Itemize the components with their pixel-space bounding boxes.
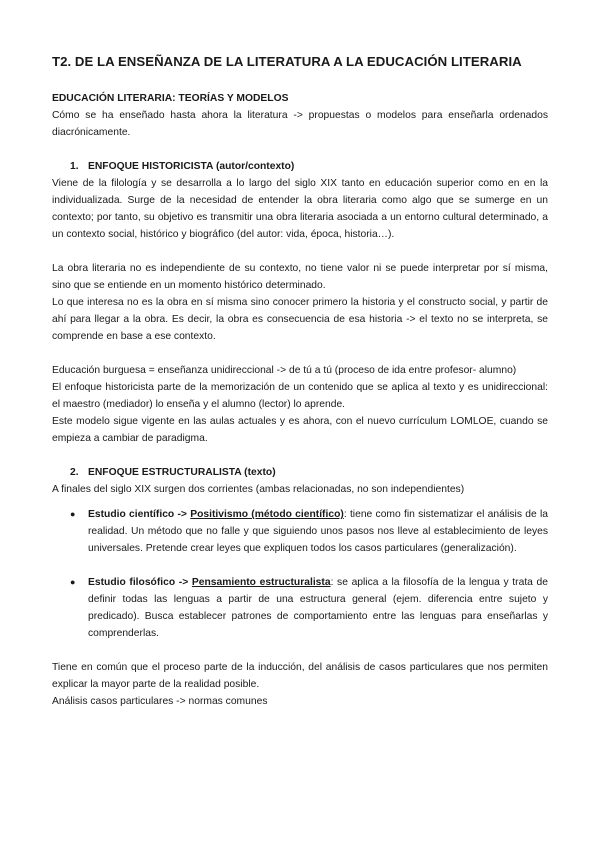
heading-text: ENFOQUE HISTORICISTA (autor/contexto) <box>88 161 295 172</box>
estructuralista-paragraph-2: Tiene en común que el proceso parte de la inducción, del análisis de casos particulares que nos permiten explicar la mayor parte de la realidad posible. <box>52 662 548 690</box>
historicista-paragraph-2: La obra literaria no es independiente de su contexto, no tiene valor ni se puede interpretar por sí misma, sino que se entiende en un momento histórico determinado. <box>52 263 548 291</box>
document-content <box>52 52 548 710</box>
bullet-icon: ● <box>70 577 76 587</box>
intro-paragraph: Cómo se ha enseñado hasta ahora la literatura -> propuestas o modelos para enseñarla ordenados diacrónicamente. <box>52 110 548 138</box>
estructuralista-paragraph-1: A finales del siglo XIX surgen dos corrientes (ambas relacionadas, no son independientes) <box>52 484 465 495</box>
bullet-text: : se aplica a la filosofía de la lengua y trata de definir todas las lenguas a partir de una estructura general (ejem. diferencia entre sujeto y predicado). Busca establecer patrones de comportamiento entre las lenguas para enseñarlas y comprenderlas. <box>88 577 548 639</box>
historicista-paragraph-1: Viene de la filología y se desarrolla a lo largo del siglo XIX tanto en educación superior como en en la individualizada. Surge de la necesidad de entender la obra literaria como algo que se sumerge en un contexto; por tanto, su objetivo es transmitir una obra literaria asociada a un entorno cultural determinado, a un contexto social, histórico y biográfico (del autor: vida, época, historia…). <box>52 178 548 240</box>
bullet-label: Estudio filosófico -> <box>88 577 192 588</box>
historicista-paragraph-5: El enfoque historicista parte de la memorización de un contenido que se aplica al texto y es unidireccional: el maestro (mediador) lo enseña y el alumno (lector) lo aprende. <box>52 382 548 410</box>
section-title: EDUCACIÓN LITERARIA: TEORÍAS Y MODELOS <box>52 93 289 104</box>
historicista-paragraph-6: Este modelo sigue vigente en las aulas actuales y es ahora, con el nuevo currículum LOMLOE, cuando se empieza a cambiar de paradigma. <box>52 416 548 444</box>
bullet-term: Pensamiento estructuralista <box>191 577 331 588</box>
bullet-text: : tiene como fin sistematizar el análisis de la realidad. Un método que no falle y que siguiendo unos pasos nos lleve al establecimiento de leyes universales. Pretende crear leyes que expliquen todos los casos particulares (generalización). <box>88 509 548 554</box>
bullet-icon: ● <box>70 509 76 519</box>
estructuralista-paragraph-3: Análisis casos particulares -> normas comunes <box>52 696 268 707</box>
heading-number: 1. <box>70 161 79 172</box>
heading-enfoque-historicista <box>52 158 548 175</box>
bullet-label: Estudio científico -> <box>88 509 191 520</box>
heading-text: ENFOQUE ESTRUCTURALISTA (texto) <box>88 467 276 478</box>
bullet-term: Positivismo (método científico) <box>190 509 344 520</box>
list-item <box>52 506 548 557</box>
page-title: T2. DE LA ENSEÑANZA DE LA LITERATURA A LA EDUCACIÓN LITERARIA <box>52 54 522 69</box>
list-item <box>52 574 548 642</box>
historicista-paragraph-3: Lo que interesa no es la obra en sí misma sino conocer primero la historia y el constructo social, y partir de ahí para llegar a la obra. Es decir, la obra es consecuencia de esa historia -> el texto no se interpreta, se comprende en base a ese contexto. <box>52 297 548 342</box>
heading-enfoque-estructuralista <box>52 464 548 481</box>
historicista-paragraph-4: Educación burguesa = enseñanza unidireccional -> de tú a tú (proceso de ida entre profesor- alumno) <box>52 365 517 376</box>
heading-number: 2. <box>70 467 79 478</box>
